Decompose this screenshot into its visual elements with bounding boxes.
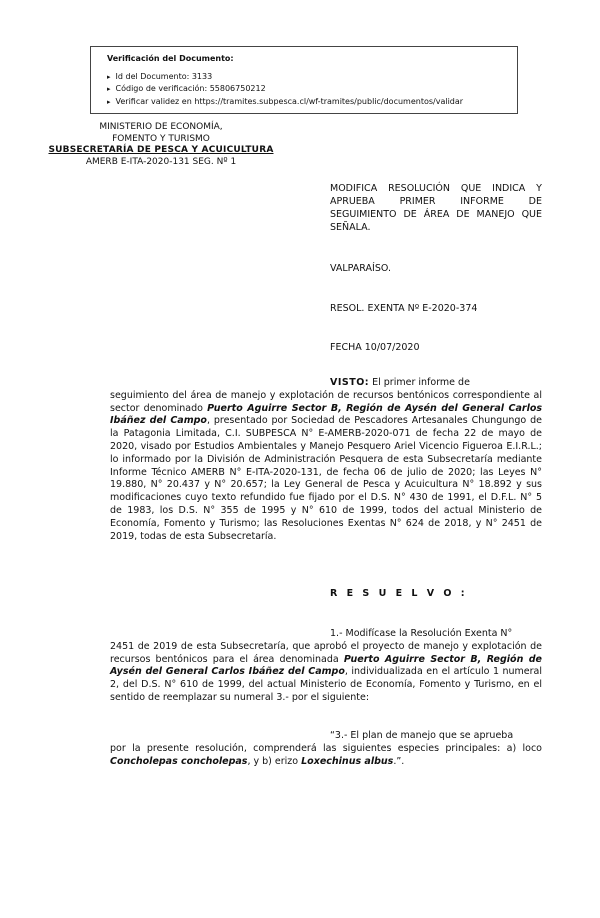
visto-lead-text: El primer informe de xyxy=(369,377,470,388)
resolution-number: RESOL. EXENTA Nº E-2020-374 xyxy=(330,303,478,314)
city: VALPARAÍSO. xyxy=(330,263,391,274)
point-1-area-name: Puerto Aguirre Sector B, Región de Aysén del General Carlos Ibáñez del Campo xyxy=(110,653,543,678)
visto-lead xyxy=(110,377,542,390)
visto-text-2: , presentado por Sociedad de Pescadores Artesanales Chungungo de la Patagonia Limitada, C.I. SUBPESCA N° E-AMERB-2020-071 de fecha 22 de mayo de 2020, visado por Estudios Ambientales y Manejo Pesquero Ariel Vicencio Figueroa E.I.R.L.; lo informado por la División de Administración Pesquera de esta Subsecretaría mediante Informe Técnico AMERB N° E-ITA-2020-131, de fecha 06 de julio de 2020; las Leyes N° 19.880, N° 20.437 y N° 20.657; la Ley General de Pesca y Acuicultura N° 18.892 y sus modificaciones cuyo texto refundido fue fijado por el D.S. N° 430 de 1991, el D.F.L. N° 5 de 1983, los D.S. N° 355 de 1995 y N° 610 de 1999, todos del actual Ministerio de Economía, Fomento y Turismo; las Resoluciones Exentas N° 624 de 2018, y N° 2451 de 2019, todas de esta Subsecretaría. xyxy=(110,415,542,542)
point-3-text-2: , y b) erizo xyxy=(247,755,302,767)
verification-title: Verificación del Documento: xyxy=(107,54,234,63)
ministry-line-1: MINISTERIO DE ECONOMÍA, xyxy=(99,122,223,132)
visto-text-1: seguimiento del área de manejo y explotación de recursos bentónicos correspondiente al sector denominado xyxy=(110,389,542,414)
point-1-paragraph xyxy=(110,628,542,705)
species-2: Loxechinus albus xyxy=(301,755,394,767)
resolution-date: FECHA 10/07/2020 xyxy=(330,342,420,353)
resolution-subject: MODIFICA RESOLUCIÓN QUE INDICA Y APRUEBA PRIMER INFORME DE SEGUIMIENTO DE ÁREA DE MANEJO QUE SEÑALA. xyxy=(330,183,542,233)
visto-paragraph xyxy=(110,377,542,543)
verification-list xyxy=(107,71,517,109)
document-reference: AMERB E-ITA-2020-131 SEG. Nº 1 xyxy=(85,156,237,167)
ministry-line-2: FOMENTO Y TURISMO xyxy=(112,133,210,144)
species-1: Concholepas concholepas xyxy=(110,755,248,767)
visto-sector-name: Puerto Aguirre Sector B, Región de Aysén del General Carlos Ibáñez del Campo xyxy=(110,402,543,427)
point-1-lead: 1.- Modifícase la Resolución Exenta N° xyxy=(330,628,513,639)
point-3-text-3: .”. xyxy=(393,755,405,767)
verification-url[interactable]: ▸ Verificar validez en https://tramites.subpesca.cl/wf-tramites/public/documentos/validar xyxy=(107,96,517,109)
ministry-header xyxy=(36,122,286,168)
point-1-text-2: , individualizada en el artículo 1 numeral 2, del D.S. N° 610 de 1999, del actual Ministerio de Economía, Fomento y Turismo, en el sentido de reemplazar su numeral 3.- por el siguiente: xyxy=(110,666,542,703)
visto-keyword: VISTO: xyxy=(330,377,370,388)
subsecretaria-title: SUBSECRETARÍA DE PESCA Y ACUICULTURA xyxy=(48,145,274,155)
verification-box xyxy=(90,46,518,114)
point-3-paragraph xyxy=(110,730,542,768)
point-3-lead: “3.- El plan de manejo que se aprueba xyxy=(330,730,514,741)
verification-document-id: ▸ Id del Documento: 3133 xyxy=(107,71,517,84)
verification-code: ▸ Código de verificación: 55806750212 xyxy=(107,83,517,96)
resuelvo-heading: R E S U E L V O : xyxy=(330,588,468,599)
point-1-text-1: 2451 de 2019 de esta Subsecretaría, que aprobó el proyecto de manejo y explotación de recursos bentónicos para el área denominada xyxy=(110,640,542,665)
point-3-text-1: por la presente resolución, comprenderá las siguientes especies principales: a) loco xyxy=(110,742,542,754)
